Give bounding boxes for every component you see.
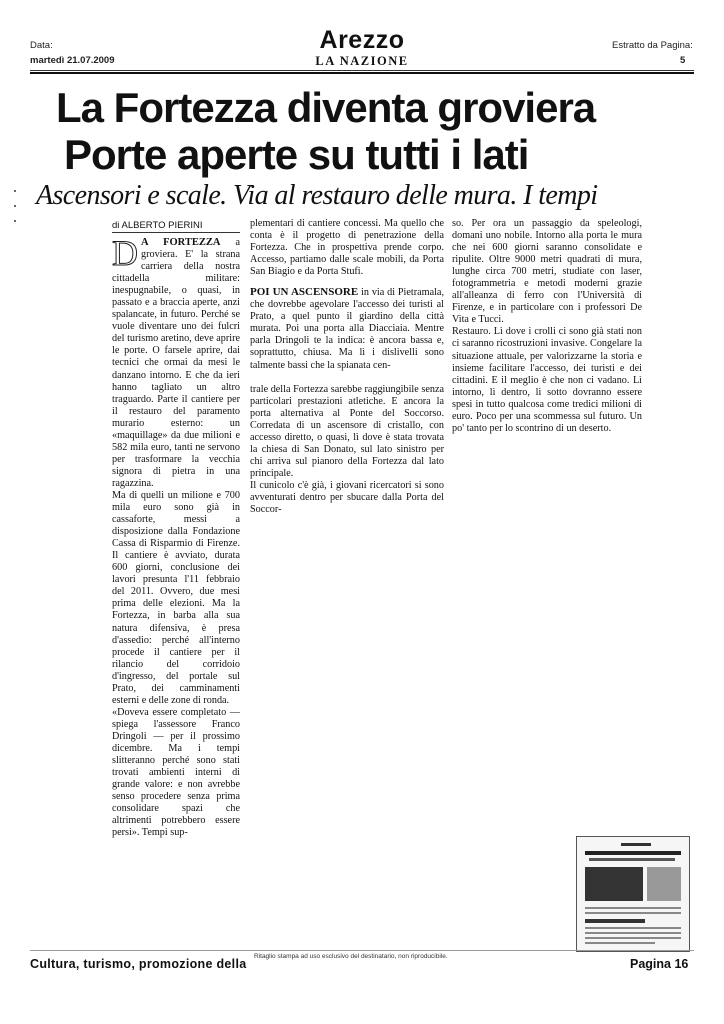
footer-page: Pagina 16 (630, 957, 689, 971)
thumb-photo-round (647, 867, 681, 901)
paragraph-text: Ma la Fortezza, in barba alla sua natura difensiva, è presa d'assedio: perché all'interno procede il cantiere per il rilancio del corridoio d'ingresso, del portale sul Prato, dei camminamenti esterni e delle zone di ronda. (112, 598, 240, 706)
page-thumbnail (576, 836, 690, 952)
footer-section: Cultura, turismo, promozione della (30, 957, 247, 971)
paragraph (112, 233, 240, 490)
headline-line-2: Porte aperte su tutti i lati (64, 131, 529, 178)
thumb-subhead (585, 919, 645, 923)
thumb-masthead (621, 843, 651, 846)
byline: di ALBERTO PIERINI (112, 220, 203, 231)
header-rule (30, 70, 694, 71)
footer-rule (30, 950, 694, 951)
article-column-3 (452, 218, 642, 435)
masthead (0, 26, 724, 68)
paragraph (250, 286, 444, 371)
thumb-text-line (585, 942, 655, 944)
paragraph-text: Corredata di un ascensore di cristallo, con accesso diretto, o quasi, lì dove è stata trovata la chiesa di San Donato, sul lato sinistro per chi arriva sul pianoro della Fortezza dal lato principale. (250, 419, 444, 479)
paragraph (250, 384, 444, 480)
lead-in: A FORTEZZA (141, 237, 221, 248)
paragraph: plementari di cantiere concessi. Ma quello che conta è il progetto di penetrazione della Fortezza. Che in prospettiva prende corpo. Accesso, partiamo dalle scale mobili, da Porta San Biagio e da Porta Stufi. (250, 218, 444, 278)
paragraph-text: a groviera. E' la strana carriera della nostra cittadella militare: inespugnabile, o quasi, in passato e a braccia aperte, anzi spalancate, in futuro. Perché se vuole diventare uno dei fulcri del turismo aretino, deve aprire le porte. O farsele aprire, dai tecnici che ormai da mesi le danzano intorno. E che da ieri hanno tagliato un altro traguardo. Parte il cantiere per il restauro del paramento murario esterno: un «maquillage» da due milioni e 582 mila euro, tanti ne servono per trasformare la vecchia signora di pietra in una ragazzina. (112, 237, 240, 489)
paragraph: Il cunicolo c'è già, i giovani ricercatori si sono avventurati dentro per sbucare dalla Porta del Soccor- (250, 479, 444, 516)
thumb-photo (585, 867, 643, 901)
article-column-2 (250, 218, 444, 516)
section-lead-in: POI UN ASCENSORE (250, 286, 359, 299)
paragraph: «Doveva essere completato — spiega l'assessore Franco Dringoli — per il prossimo dicembre. Ma i tempi slitteranno perché sono stati trovati ambienti interni di grande valore: e non avrebbe senso procedere senza prima consolidare spazi che altrimenti potrebbero essere persi». Tempi sup- (112, 706, 240, 839)
thumb-text-line (585, 927, 681, 929)
paragraph: Restauro. Lì dove i crolli ci sono già stati non ci saranno ricostruzioni invasive. Congelare la situazione attuale, per valorizzarne la storia e insieme facilitare l'accesso, dei turisti e dei cittadini. E il meglio è che non ci vadano. Lì intorno, lì dentro, lì sotto dovranno essere spesi in tutto qualcosa come tredici milioni di euro. Poco per una scommessa sul futuro. Un po' tanto per lo scontrino di un deserto. (452, 326, 642, 434)
margin-mark (14, 220, 16, 222)
drop-cap: D (112, 233, 138, 273)
thumb-text-line (585, 932, 681, 934)
thumb-text-line (585, 907, 681, 909)
footer-disclaimer: Ritaglio stampa ad uso esclusivo del destinatario, non riproducibile. (254, 953, 448, 960)
masthead-city: Arezzo (319, 26, 405, 54)
margin-mark (14, 190, 16, 192)
margin-mark (14, 205, 16, 207)
paragraph-text: Ma di quelli un milione e 700 mila euro sono già in cassaforte, messi a disposizione dalla Fondazione Cassa di Risparmio di Firenze. Il cantiere è avviato, durata 600 giorni, conclusione dei lavori presunta l'11 febbraio del 2011. Ovvero, due mesi prima delle elezioni. (112, 489, 240, 610)
article-column-1 (112, 233, 240, 839)
thumb-headline (585, 851, 681, 855)
paragraph (112, 490, 240, 707)
subheadline: Ascensori e scale. Via al restauro delle mura. I tempi (36, 180, 598, 211)
masthead-paper: LA NAZIONE (315, 54, 409, 68)
headline-line-1: La Fortezza diventa groviera (56, 84, 596, 131)
thumb-text-line (585, 912, 681, 914)
paragraph: so. Per ora un passaggio da speleologi, domani uno nobile. Intorno alla porta le mura che nei 600 giorni saranno consolidate e ripulite. Oltre 9000 metri quadrati di mura, lunghe circa 700 metri, studiate con laser, fotogrammetria e metodi moderni grazie all'alleanza di ferro con l'Università di Firenze, e in particolare con i professori De Vita e Tucci. (452, 218, 642, 326)
thumb-headline (589, 858, 675, 861)
date-label: Data: (30, 40, 53, 51)
extract-page-number: 5 (680, 55, 686, 66)
date-value: martedì 21.07.2009 (30, 55, 115, 66)
paragraph-text: in via di Pietramala, che dovrebbe agevolare l'accesso dei turisti al Prato, a quel punto il giardino della città murata. Poi una porta alla Diacciaia. Mentre parla Dringoli te la indica: è ancora bassa e, soprattutto, chiusa. Ma lì i dislivelli sono talmente bassi che la spianata cen- (250, 287, 444, 371)
extract-page-label: Estratto da Pagina: (612, 40, 693, 51)
thumb-text-line (585, 937, 681, 939)
header-rule-thick (30, 72, 694, 74)
paragraph-text: trale della Fortezza sarebbe raggiungibile senza particolari prestazioni atletiche. E ancora la porta alternativa al Ponte del Soccorso. (250, 383, 444, 419)
